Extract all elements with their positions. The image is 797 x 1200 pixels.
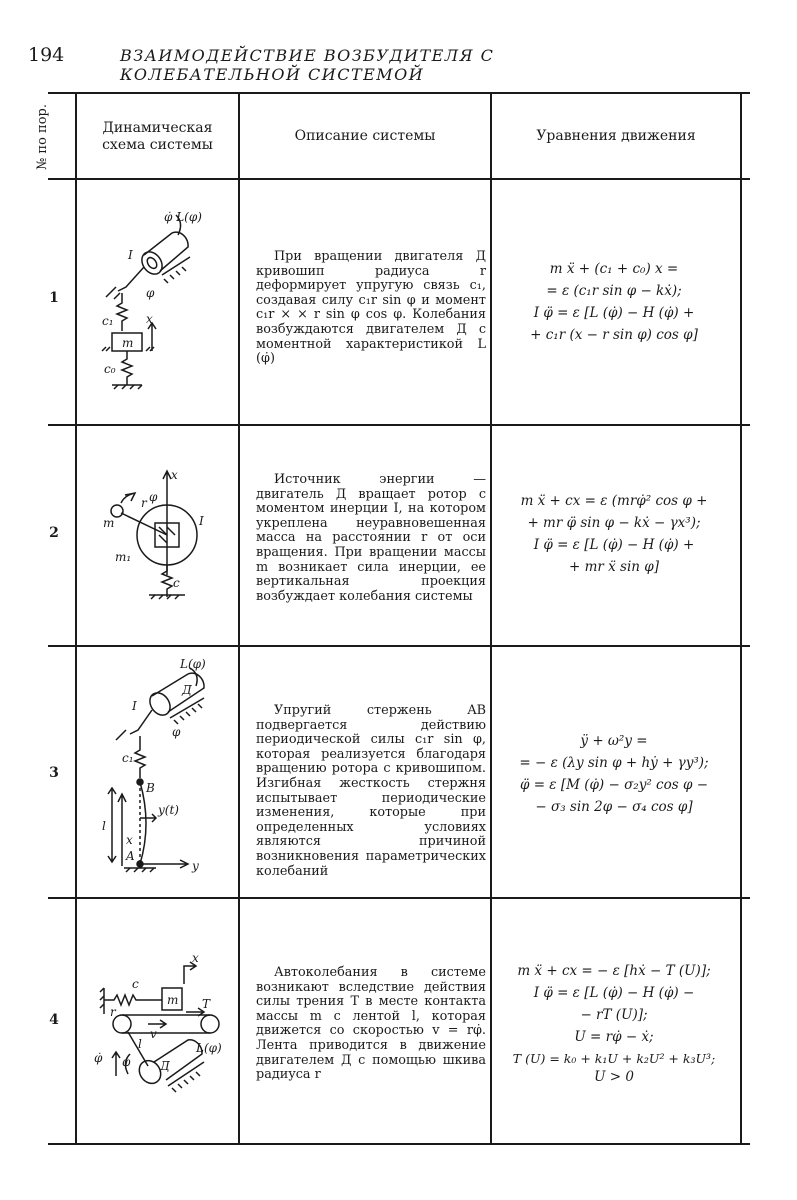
row-1-label-c0: c₀ xyxy=(104,362,116,376)
row-1-eq-3: I φ̈ = ε [L (φ̇) − H (φ̇) + xyxy=(533,305,695,321)
row-3-label-L: L(φ) xyxy=(180,657,206,671)
row-3-equations xyxy=(496,730,732,818)
row-divider-3 xyxy=(48,897,750,899)
page-number: 194 xyxy=(28,44,65,66)
spring-c xyxy=(104,995,162,1005)
header-description: Описание системы xyxy=(294,128,436,144)
row-4-label-T: T xyxy=(202,997,211,1011)
row-4-description-text: Автоколебания в системе возникают вследствие действия силы трения T в месте контакта массы m с лентой l, которая движется со скоростью v = rφ̇. Лента приводится в движение двигателем Д с помощью шкива радиуса r xyxy=(256,965,486,1083)
row-4-eq-1: m ẍ + cx = − ε [hẋ − T (U)]; xyxy=(517,963,711,979)
crank xyxy=(130,710,152,734)
row-1-description xyxy=(256,250,486,367)
row-4-eq-2: I φ̈ = ε [L (φ̇) − H (φ̇) − xyxy=(533,985,695,1001)
row-1-eq-4: + c₁r (x − r sin φ) cos φ] xyxy=(530,327,698,343)
row-4-number: 4 xyxy=(49,1012,59,1028)
row-1-label-c1: c₁ xyxy=(102,314,114,328)
header-schema-line-2: схема системы xyxy=(102,137,213,153)
row-1-equations xyxy=(496,258,732,346)
row-4-label-phi: φ xyxy=(122,1055,131,1069)
row-4-label-v: v xyxy=(150,1027,157,1041)
row-3-label-x: x xyxy=(126,833,133,847)
row-3-label-yt: y(t) xyxy=(158,803,179,817)
row-3-description-text: Упругий стержень AB подвергается действию периодической силы c₁r sin φ, которая реализуется благодаря вращению ротора с кривошипом. Изгибная жесткость стержня испытывает периодические изменения, которые при определенных условиях являются причиной возникновения параметрических колебаний xyxy=(256,703,486,879)
table-bottom-rule xyxy=(48,1143,750,1145)
row-3-label-c1: c₁ xyxy=(122,751,134,765)
row-4-eq-6: U > 0 xyxy=(594,1069,634,1085)
row-4-label-L: L(φ) xyxy=(196,1041,222,1055)
row-4-schema xyxy=(92,951,232,1098)
row-4-label-c: c xyxy=(132,977,139,991)
row-2-label-c: c xyxy=(173,576,180,590)
row-1-eq-1: m ẍ + (c₁ + c₀) x = xyxy=(549,261,679,277)
row-2-schema xyxy=(95,465,235,615)
row-1-label-m: m xyxy=(122,336,134,350)
row-4-label-x: x xyxy=(192,951,199,965)
row-2-label-x: x xyxy=(171,468,178,482)
column-rule-3 xyxy=(490,92,492,1144)
column-rule-4 xyxy=(740,92,742,1144)
header-schema xyxy=(80,120,235,154)
row-3-eq-3: φ̈ = ε [M (φ̇) − σ₂y² cos φ − xyxy=(519,777,709,793)
row-4-description xyxy=(256,966,486,1083)
row-2-eq-4: + mr ẍ sin φ] xyxy=(568,559,659,575)
row-1-description-text: При вращении двигателя Д кривошип радиуса r деформирует упругую связь c₁, создавая силу c₁r sin φ и момент c₁r × × r sin φ cos φ. Колебания возбуждаются двигателем Д с моментной характеристикой L (φ̇) xyxy=(256,249,486,367)
row-divider-1 xyxy=(48,424,750,426)
x-axis xyxy=(118,794,126,866)
row-4-label-D: Д xyxy=(160,1059,170,1073)
row-4-equations xyxy=(496,960,732,1084)
row-2-eq-2: + mr φ̈ sin φ − kẋ − γx³); xyxy=(527,515,701,531)
row-3-eq-2: = − ε (λy sin φ + hẏ + γy³); xyxy=(519,755,709,771)
row-2-description xyxy=(256,473,486,604)
row-2-label-m: m xyxy=(103,516,115,530)
row-3-description xyxy=(256,704,486,879)
header-schema-line-1: Динамическая xyxy=(102,120,213,136)
row-4-eq-5: T (U) = k₀ + k₁U + k₂U² + k₃U³; xyxy=(512,1051,716,1066)
running-head: ВЗАИМОДЕЙСТВИЕ ВОЗБУДИТЕЛЯ С КОЛЕБАТЕЛЬНОЙ СИСТЕМОЙ xyxy=(120,46,495,84)
row-4-label-r: r xyxy=(110,1005,116,1019)
row-2-eq-3: I φ̈ = ε [L (φ̇) − H (φ̇) + xyxy=(533,537,695,553)
spring-c0 xyxy=(122,351,132,385)
row-4-eq-4: U = rφ̇ − ẋ; xyxy=(574,1029,654,1045)
spring-c1 xyxy=(117,293,127,331)
row-2-label-r: r xyxy=(141,496,147,510)
motor-end xyxy=(138,248,167,278)
column-rule-2 xyxy=(238,92,240,1144)
row-2-label-I: I xyxy=(199,514,204,528)
y-axis xyxy=(140,860,188,868)
row-2-description-text: Источник энергии — двигатель Д вращает ротор с моментом инерции I, на котором укреплена неуравновешенная масса на расстоянии r от оси вращения. При вращении массы m возникает сила инерции, ее вертикальная проекция возбуждает колебания системы xyxy=(256,472,486,604)
row-2-equations xyxy=(496,490,732,578)
row-3-eq-1: ÿ + ω²y = xyxy=(580,733,648,749)
row-1-label-phi: φ xyxy=(146,286,155,300)
row-4-label-l: l xyxy=(138,1037,142,1051)
pulley-right xyxy=(201,1015,219,1033)
row-1-number: 1 xyxy=(49,290,59,306)
row-3-label-B: B xyxy=(146,781,155,795)
table-top-rule xyxy=(48,92,750,94)
row-3-label-y: y xyxy=(192,859,199,873)
row-4-eq-3: − rT (U)]; xyxy=(580,1007,648,1023)
row-3-label-A: A xyxy=(126,849,135,863)
row-2-label-m1: m₁ xyxy=(115,550,132,564)
row-1-label-x: x xyxy=(146,312,153,326)
row-2-number: 2 xyxy=(49,525,59,541)
row-4-label-m: m xyxy=(167,993,179,1007)
header-equations: Уравнения движения xyxy=(536,128,696,144)
row-2-eq-1: m ẍ + cx = ε (mrφ̇² cos φ + xyxy=(520,493,708,509)
crank xyxy=(118,267,144,291)
row-3-label-D: Д xyxy=(182,683,192,697)
row-3-label-l: l xyxy=(102,819,106,833)
row-1-schema xyxy=(92,205,232,405)
row-1-label-phi-dot-L: φ̇ L(φ) xyxy=(164,210,202,224)
spring-c xyxy=(162,565,172,597)
column-rule-1 xyxy=(75,92,77,1144)
row-divider-2 xyxy=(48,645,750,647)
row-3-number: 3 xyxy=(49,765,59,781)
header-rule xyxy=(48,178,750,180)
row-3-schema xyxy=(92,658,232,878)
row-2-label-phi: φ xyxy=(149,490,158,504)
row-4-label-phi-dot: φ̇ xyxy=(94,1051,103,1065)
row-3-eq-4: − σ₃ sin 2φ − σ₄ cos φ] xyxy=(535,799,693,815)
row-1-eq-2: = ε (c₁r sin φ − kẋ); xyxy=(546,283,682,299)
row-3-label-I: I xyxy=(132,699,137,713)
spring-c1 xyxy=(135,736,145,778)
row-3-label-phi: φ xyxy=(172,725,181,739)
row-1-label-I: I xyxy=(128,248,133,262)
